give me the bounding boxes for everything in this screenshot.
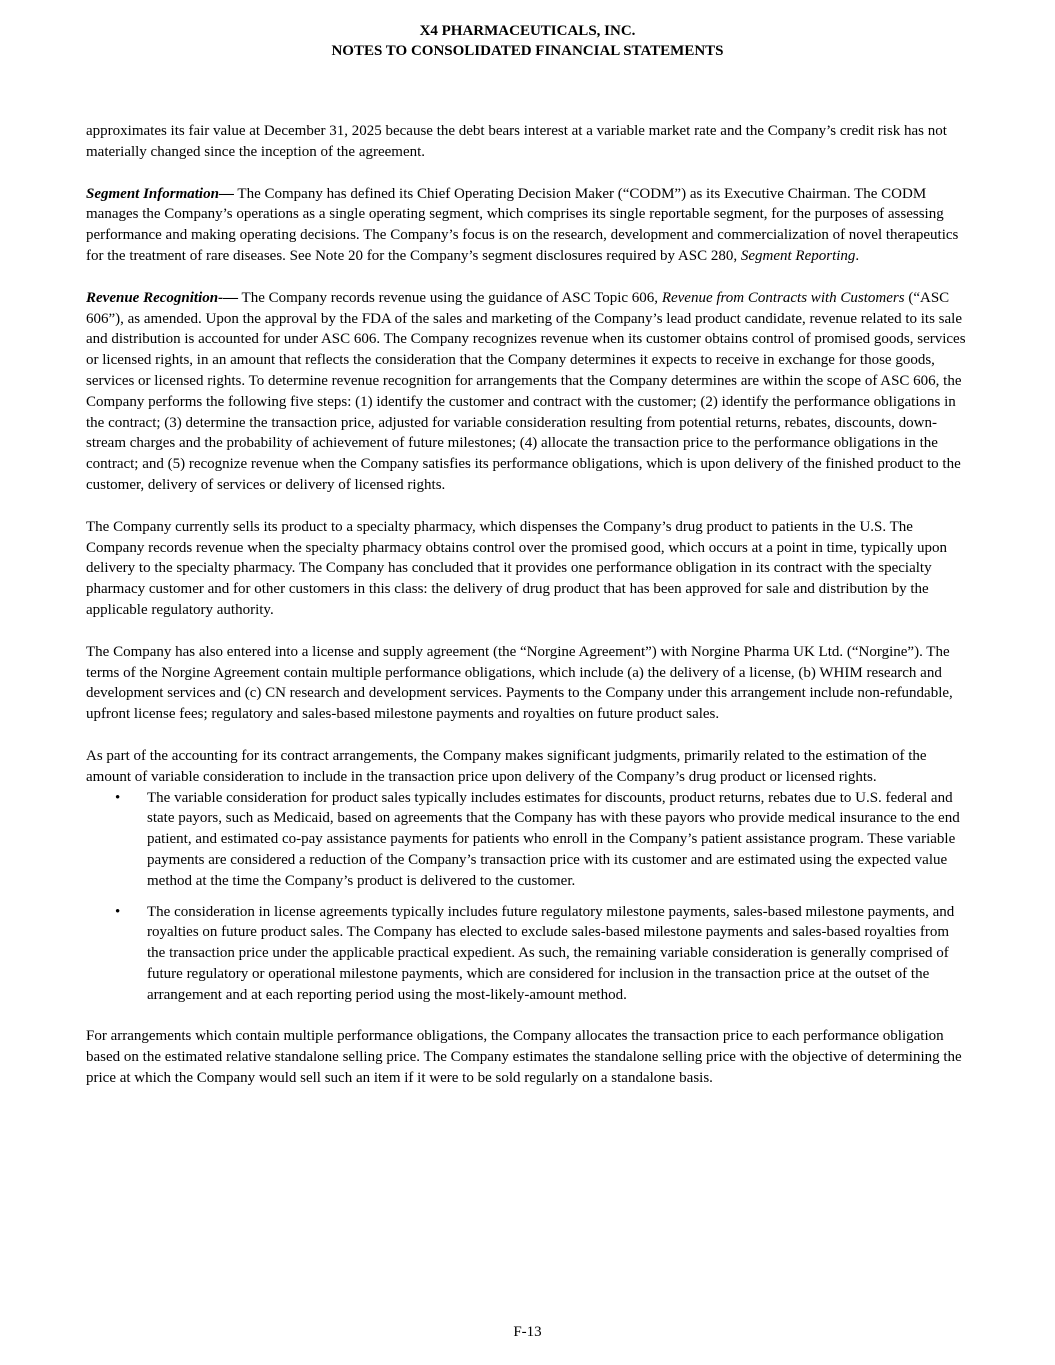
list-item-text: The variable consideration for product sales typically includes estimates for discounts, product returns, rebates due to U.S. federal and state payors, such as Medicaid, based on agreements that the Company has with these payors who provide medical insurance to the end patient, and estimated co-pay assistance payments for patients who enroll in the Company’s patient assistance program. These variable payments are considered a reduction of the Company’s transaction price with its customer and are estimated using the expected value method at the time the Company’s product is delivered to the customer.	[147, 789, 960, 889]
paragraph-norgine-agreement: The Company has also entered into a license and supply agreement (the “Norgine Agreement”) with Norgine Pharma UK Ltd. (“Norgine”). The terms of the Norgine Agreement contain multiple performance obligations, which include (a) the delivery of a license, (b) WHIM research and development services and (c) CN research and development services. Payments to the Company under this arrangement include non-refundable, upfront license fees; regulatory and sales-based milestone payments and royalties on future product sales.	[86, 643, 953, 723]
document-title: NOTES TO CONSOLIDATED FINANCIAL STATEMENTS	[331, 43, 724, 59]
page-number: F-13	[513, 1324, 542, 1340]
list-item	[86, 902, 970, 1006]
paragraph-contract-judgments: As part of the accounting for its contract arrangements, the Company makes significant judgments, primarily related to the estimation of the amount of variable consideration to include in the transaction price upon delivery of the Company’s drug product or licensed rights.	[86, 747, 927, 785]
paragraph-fair-value: approximates its fair value at December 31, 2025 because the debt bears interest at a variable market rate and the Company’s credit risk has not materially changed since the inception of the agreement.	[86, 123, 947, 160]
list-item	[86, 788, 970, 892]
company-name: X4 PHARMACEUTICALS, INC.	[419, 23, 636, 39]
variable-consideration-list	[86, 788, 970, 1006]
revenue-recognition-heading: Revenue Recognition-—	[86, 289, 239, 306]
paragraph-revenue-recognition	[86, 288, 970, 496]
segment-information-text: The Company has defined its Chief Operating Decision Maker (“CODM”) as its Executive Chairman. The CODM manages the Company’s operations as a single operating segment, which comprises its single reportable segment, for the purposes of assessing performance and making operating decisions. The Company’s focus is on the research, development and commercialization of novel therapeutics for the treatment of rare diseases. See Note 20 for the Company’s segment disclosures required by ASC 280,	[86, 185, 959, 264]
page-header	[0, 21, 1055, 61]
segment-information-end: .	[855, 247, 860, 264]
paragraph-segment-information	[86, 184, 970, 267]
document-body	[86, 121, 970, 1110]
asc-606-title-italic: Revenue from Contracts with Customers	[661, 289, 905, 306]
paragraph-multiple-obligations: For arrangements which contain multiple performance obligations, the Company allocates the transaction price to each performance obligation based on the estimated relative standalone selling price. The Company estimates the standalone selling price with the objective of determining the price at which the Company would sell such an item if it were to be sold regularly on a standalone basis.	[86, 1028, 962, 1087]
revenue-recognition-text-1: The Company records revenue using the guidance of ASC Topic 606,	[238, 289, 662, 306]
bullet-icon: •	[115, 789, 121, 806]
segment-reporting-italic: Segment Reporting	[740, 247, 856, 264]
segment-information-heading: Segment Information—	[86, 185, 234, 202]
bullet-icon: •	[115, 903, 121, 920]
list-item-text: The consideration in license agreements typically includes future regulatory milestone payments, sales-based milestone payments, and royalties on future product sales. The Company has elected to exclude sales-based milestone payments and sales-based royalties from the transaction price under the applicable practical expedient. As such, the remaining variable consideration is generally comprised of future regulatory or operational milestone payments, which are considered for inclusion in the transaction price at the outset of the arrangement and at each reporting period using the most-likely-amount method.	[147, 903, 955, 1003]
paragraph-specialty-pharmacy: The Company currently sells its product to a specialty pharmacy, which dispenses the Company’s drug product to patients in the U.S. The Company records revenue when the specialty pharmacy obtains control over the promised good, which occurs at a point in time, typically upon delivery to the specialty pharmacy. The Company has concluded that it provides one performance obligation in its contract with the specialty pharmacy customer and for other customers in this class: the delivery of drug product that has been approved for sale and distribution by the applicable regulatory authority.	[86, 518, 948, 618]
revenue-recognition-text-2: (“ASC 606”), as amended. Upon the approval by the FDA of the sales and marketing of the Company’s lead product candidate, revenue related to its sale and distribution is accounted for under ASC 606. The Company recognizes revenue when its customer obtains control of promised goods, services or licensed rights, in an amount that reflects the consideration that the Company determines it expects to receive in exchange for those goods, services or licensed rights. To determine revenue recognition for arrangements that the Company determines are within the scope of ASC 606, the Company performs the following five steps: (1) identify the customer and contract with the customer; (2) identify the performance obligations in the contract; (3) determine the transaction price, adjusted for variable consideration resulting from potential returns, rebates, discounts, down-stream charges and the probability of achievement of future milestones; (4) allocate the transaction price to the performance obligations in the contract; and (5) recognize revenue when the Company satisfies its performance obligations, which is upon delivery of the finished product to the customer, delivery of services or delivery of licensed rights.	[86, 289, 966, 493]
